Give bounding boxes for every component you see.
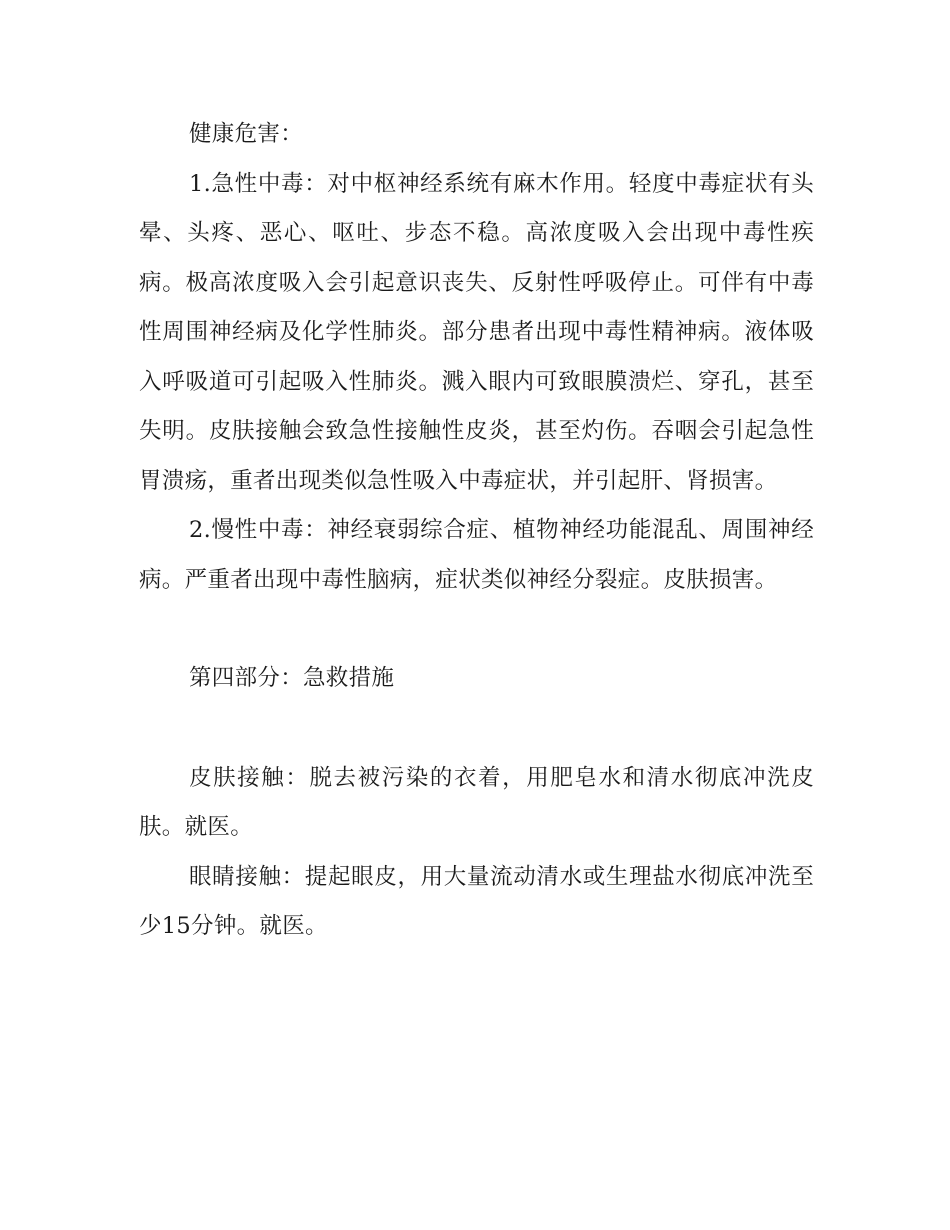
spacer <box>139 704 814 754</box>
health-hazard-heading: 健康危害： <box>189 121 304 147</box>
document-page <box>139 110 814 952</box>
eye-contact-paragraph: 眼睛接触：提起眼皮，用大量流动清水或生理盐水彻底冲洗至少15分钟。就医。 <box>139 863 814 939</box>
skin-contact-paragraph: 皮肤接触：脱去被污染的衣着，用肥皂水和清水彻底冲洗皮肤。就医。 <box>139 764 814 840</box>
spacer <box>139 605 814 654</box>
section-four-title: 第四部分：急救措施 <box>189 665 395 691</box>
acute-poisoning-paragraph: 1.急性中毒：对中枢神经系统有麻木作用。轻度中毒症状有头晕、头疼、恶心、呕吐、步态不稳。高浓度吸入会出现中毒性疾病。极高浓度吸入会引起意识丧失、反射性呼吸停止。可伴有中毒性周围神经病及化学性肺炎。部分患者出现中毒性精神病。液体吸入呼吸道可引起吸入性肺炎。溅入眼内可致眼膜溃烂、穿孔，甚至失明。皮肤接触会致急性接触性皮炎，甚至灼伤。吞咽会引起急性胃溃疡，重者出现类似急性吸入中毒症状，并引起肝、肾损害。 <box>139 170 814 494</box>
chronic-poisoning-paragraph: 2.慢性中毒：神经衰弱综合症、植物神经功能混乱、周围神经病。严重者出现中毒性脑病，症状类似神经分裂症。皮肤损害。 <box>139 517 814 593</box>
